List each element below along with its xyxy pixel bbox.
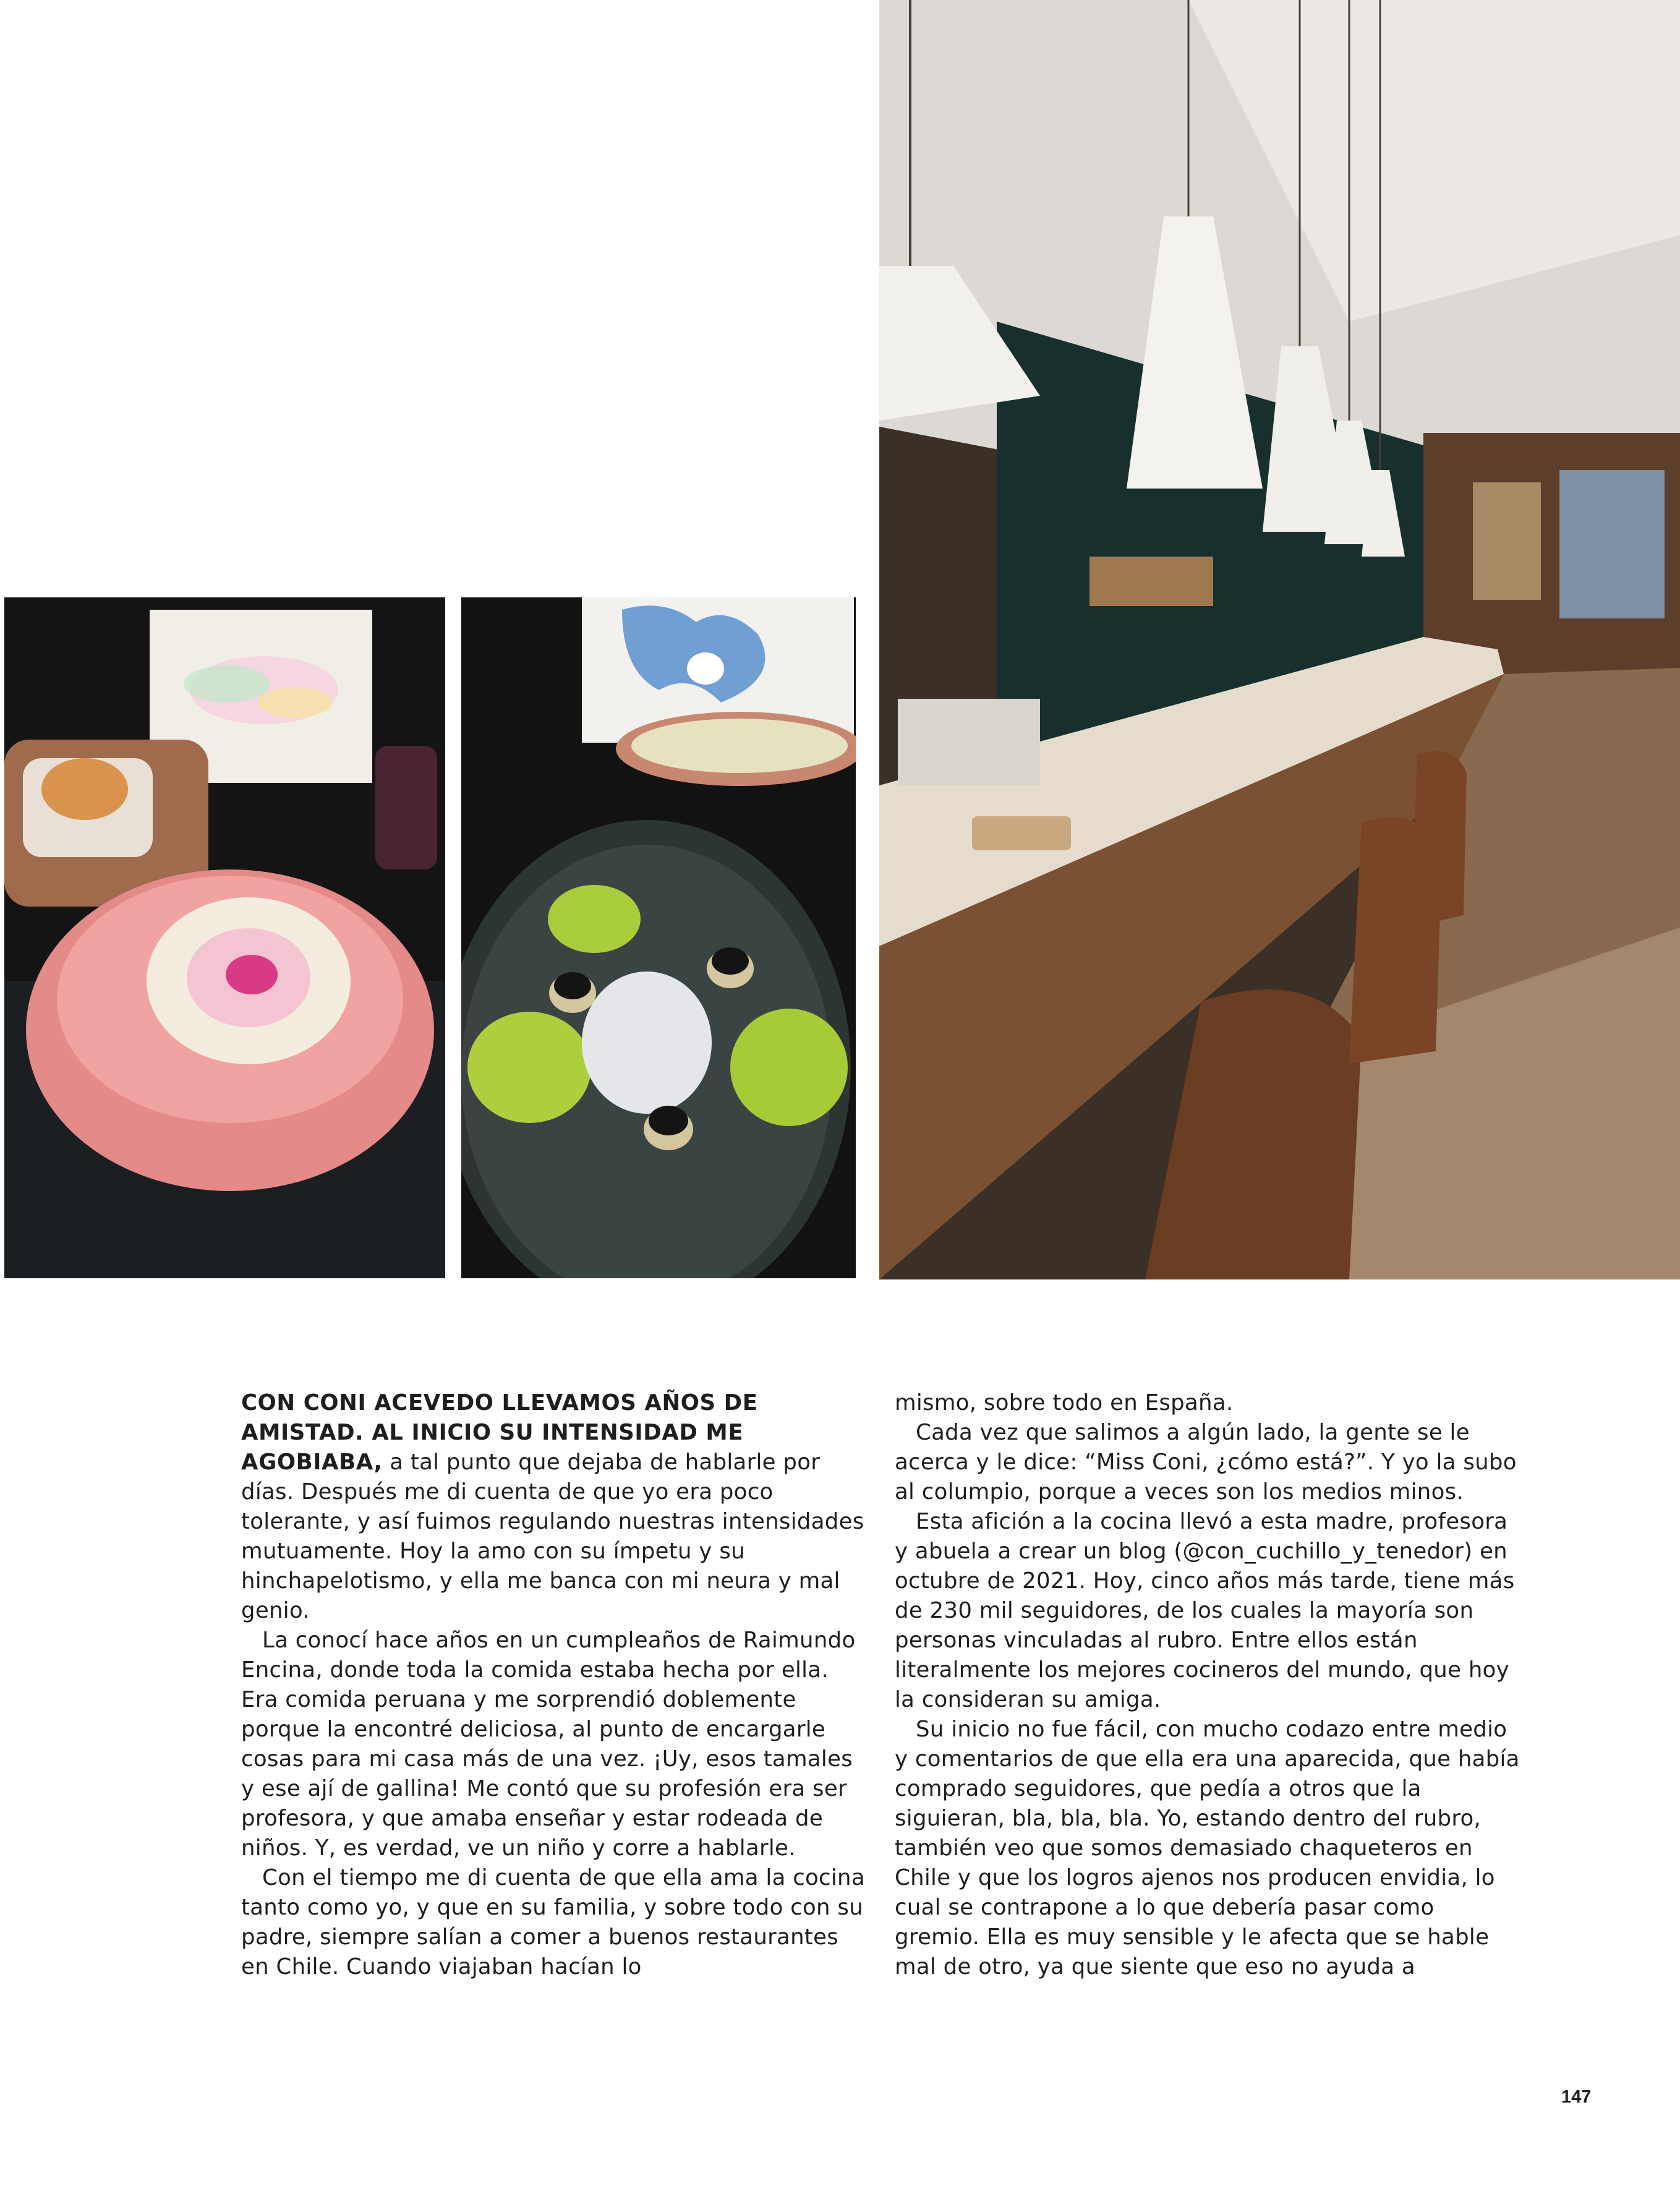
article-paragraph: La conocí hace años en un cumpleaños de Raimundo Encina, donde toda la comida estaba hecha por ella. Era comida peruana y me sorprendió doblemente porque la encontré deliciosa, al punto de encargarle cosas para mi casa más de una vez. ¡Uy, esos tamales y ese ají de gallina! Me contó que su profesión era ser profesora, y que amaba enseñar y estar rodeada de niños. Y, es verdad, ve un niño y corre a hablarle.: [241, 1628, 856, 1861]
article-lead: CON CONI ACEVEDO LLEVAMOS AÑOS DE AMISTAD. AL INICIO SU INTENSIDAD ME AGOBIABA,: [241, 1390, 758, 1475]
article-paragraph: Con el tiempo me di cuenta de que ella ama la cocina tanto como yo, y que en su familia, y sobre todo con su padre, siempre salían a comer a buenos restaurantes en Chile. Cuando viajaban hacían lo: [241, 1865, 865, 1980]
restaurant-bar-photo: [879, 0, 1680, 1279]
caviar-photo: [461, 597, 856, 1278]
article-right-column: [895, 1388, 1525, 1982]
article-paragraph: Su inicio no fue fácil, con mucho codazo entre medio y comentarios de que ella era una aparecida, que había comprado seguidores, que pedía a otros que la siguieran, bla, bla, bla. Yo, estando dentro del rubro, también veo que somos demasiado chaqueteros en Chile y que los logros ajenos nos producen envidia, lo cual se contrapone a lo que debería pasar como gremio. Ella es muy sensible y le afecta que se hable mal de otro, ya que siente que eso no ayuda a: [895, 1717, 1520, 1980]
article-left-column: [241, 1388, 872, 1982]
article-paragraph-text: a tal punto que dejaba de hablarle por días. Después me di cuenta de que yo era poco tolerante, y así fuimos regulando nuestras intensidades mutuamente. Hoy la amo con su ímpetu y su hinchapelotismo, y ella me banca con mi neura y mal genio.: [241, 1450, 864, 1623]
page-number: 147: [1561, 2087, 1592, 2107]
article-paragraph: Cada vez que salimos a algún lado, la gente se le acerca y le dice: “Miss Coni, ¿cómo está?”. Y yo la subo al columpio, porque a veces son los medios minos.: [895, 1420, 1517, 1505]
article-paragraph: mismo, sobre todo en España.: [895, 1390, 1234, 1416]
article-paragraph: Esta afición a la cocina llevó a esta madre, profesora y abuela a crear un blog (@con_cuchillo_y_tenedor) en octubre de 2021. Hoy, cinco años más tarde, tiene más de 230 mil seguidores, de los cuales la mayoría son personas vinculadas al rubro. Entre ellos están literalmente los mejores cocineros del mundo, que hoy la consideran su amiga.: [895, 1509, 1515, 1712]
article-paragraph: [241, 1388, 872, 1626]
dessert-photo: [4, 597, 445, 1278]
